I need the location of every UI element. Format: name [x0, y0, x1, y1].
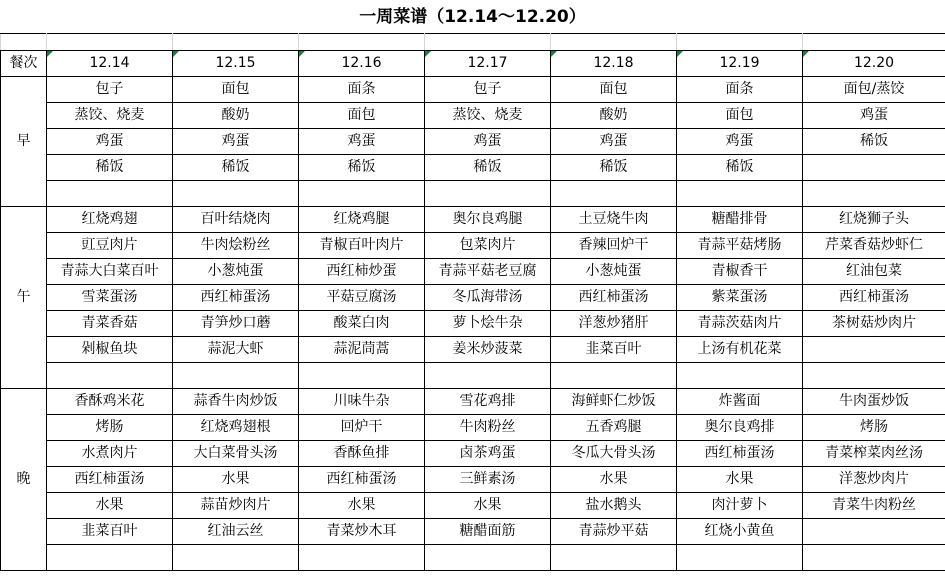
dish-cell[interactable]: 稀饭 [173, 155, 299, 181]
dish-cell[interactable] [803, 155, 945, 181]
dish-cell[interactable]: 水果 [173, 467, 299, 493]
dish-cell[interactable] [803, 337, 945, 363]
empty-cell[interactable] [803, 545, 945, 571]
empty-cell[interactable] [551, 181, 677, 207]
dish-cell[interactable]: 红烧小黄鱼 [677, 519, 803, 545]
menu-table [0, 33, 945, 571]
dish-cell[interactable]: 西红柿蛋汤 [677, 441, 803, 467]
menu-row [1, 207, 945, 233]
dish-cell[interactable]: 平菇豆腐汤 [299, 285, 425, 311]
dish-cell[interactable]: 洋葱炒肉片 [803, 467, 945, 493]
date-header[interactable]: 12.16 [299, 51, 425, 77]
menu-table-body [1, 34, 945, 571]
empty-cell[interactable] [425, 34, 551, 51]
empty-cell[interactable] [803, 363, 945, 389]
dish-cell[interactable]: 烤肠 [803, 415, 945, 441]
empty-cell[interactable] [173, 34, 299, 51]
menu-row [1, 415, 945, 441]
dish-cell[interactable]: 牛肉粉丝 [425, 415, 551, 441]
dish-cell[interactable]: 牛肉烩粉丝 [173, 233, 299, 259]
dish-cell[interactable]: 烤肠 [47, 415, 173, 441]
empty-cell[interactable] [1, 34, 47, 51]
dish-cell[interactable]: 上汤有机花菜 [677, 337, 803, 363]
dish-cell[interactable]: 青蒜平菇老豆腐 [425, 259, 551, 285]
empty-cell[interactable] [803, 181, 945, 207]
dish-cell[interactable]: 青蒜炒平菇 [551, 519, 677, 545]
blank-row [1, 545, 945, 571]
dish-cell[interactable]: 青蒜大白菜百叶 [47, 259, 173, 285]
date-header[interactable]: 12.14 [47, 51, 173, 77]
dish-cell[interactable]: 面包 [551, 77, 677, 103]
dish-cell[interactable]: 韭菜百叶 [47, 519, 173, 545]
dish-cell[interactable]: 稀饭 [425, 155, 551, 181]
dish-cell[interactable]: 红烧鸡腿 [299, 207, 425, 233]
date-header[interactable]: 12.18 [551, 51, 677, 77]
dish-cell[interactable]: 肉汁萝卜 [677, 493, 803, 519]
dish-cell[interactable]: 芹菜香菇炒虾仁 [803, 233, 945, 259]
dish-cell[interactable]: 回炉干 [299, 415, 425, 441]
dish-cell[interactable]: 红烧鸡翅 [47, 207, 173, 233]
dish-cell[interactable]: 蒸饺、烧麦 [47, 103, 173, 129]
dish-cell[interactable]: 包菜肉片 [425, 233, 551, 259]
dish-cell[interactable]: 鸡蛋 [677, 129, 803, 155]
dish-cell[interactable]: 面包 [299, 103, 425, 129]
dish-cell[interactable]: 包子 [425, 77, 551, 103]
dish-cell[interactable]: 大白菜骨头汤 [173, 441, 299, 467]
dish-cell[interactable]: 面包 [173, 77, 299, 103]
dish-cell[interactable]: 稀饭 [803, 129, 945, 155]
dish-cell[interactable]: 西红柿蛋汤 [551, 285, 677, 311]
dish-cell[interactable]: 川味牛杂 [299, 389, 425, 415]
dish-cell[interactable] [803, 519, 945, 545]
dish-cell[interactable]: 奥尔良鸡腿 [425, 207, 551, 233]
empty-cell[interactable] [425, 181, 551, 207]
date-header[interactable]: 12.17 [425, 51, 551, 77]
dish-cell[interactable]: 青菜牛肉粉丝 [803, 493, 945, 519]
menu-row [1, 129, 945, 155]
menu-row [1, 311, 945, 337]
menu-row [1, 337, 945, 363]
empty-cell[interactable] [299, 545, 425, 571]
dish-cell[interactable]: 西红柿蛋汤 [47, 467, 173, 493]
dish-cell[interactable]: 萝卜烩牛杂 [425, 311, 551, 337]
dish-cell[interactable]: 雪花鸡排 [425, 389, 551, 415]
dish-cell[interactable]: 韭菜百叶 [551, 337, 677, 363]
dish-cell[interactable]: 水煮肉片 [47, 441, 173, 467]
empty-cell[interactable] [677, 34, 803, 51]
dish-cell[interactable]: 鸡蛋 [803, 103, 945, 129]
dish-cell[interactable]: 鸡蛋 [551, 129, 677, 155]
menu-row [1, 103, 945, 129]
dish-cell[interactable]: 小葱炖蛋 [173, 259, 299, 285]
dish-cell[interactable]: 面包/蒸饺 [803, 77, 945, 103]
dish-cell[interactable]: 稀饭 [47, 155, 173, 181]
dish-cell[interactable]: 面包 [677, 103, 803, 129]
dish-cell[interactable]: 稀饭 [299, 155, 425, 181]
dish-cell[interactable]: 青椒百叶肉片 [299, 233, 425, 259]
dish-cell[interactable]: 西红柿蛋汤 [173, 285, 299, 311]
dish-cell[interactable]: 香酥鱼排 [299, 441, 425, 467]
dish-cell[interactable]: 雪菜蛋汤 [47, 285, 173, 311]
dish-cell[interactable]: 茶树菇炒肉片 [803, 311, 945, 337]
dish-cell[interactable]: 西红柿炒蛋 [299, 259, 425, 285]
meal-label[interactable]: 午 [1, 207, 47, 389]
dish-cell[interactable]: 青菜炒木耳 [299, 519, 425, 545]
dish-cell[interactable]: 面条 [677, 77, 803, 103]
date-header[interactable]: 12.15 [173, 51, 299, 77]
dish-cell[interactable]: 三鲜素汤 [425, 467, 551, 493]
page-title: 一周菜谱（12.14～12.20） [359, 7, 586, 27]
menu-row [1, 155, 945, 181]
dish-cell[interactable]: 青蒜茨菇肉片 [677, 311, 803, 337]
menu-row [1, 285, 945, 311]
dish-cell[interactable]: 青笋炒口蘑 [173, 311, 299, 337]
dish-cell[interactable]: 水果 [299, 493, 425, 519]
date-header[interactable]: 12.20 [803, 51, 945, 77]
header-row [1, 51, 945, 77]
dish-cell[interactable]: 蒜泥大虾 [173, 337, 299, 363]
dish-cell[interactable]: 红油包菜 [803, 259, 945, 285]
menu-row [1, 389, 945, 415]
blank-row [1, 363, 945, 389]
dish-cell[interactable]: 五香鸡腿 [551, 415, 677, 441]
empty-cell[interactable] [425, 363, 551, 389]
empty-cell[interactable] [551, 363, 677, 389]
dish-cell[interactable]: 青菜香菇 [47, 311, 173, 337]
dish-cell[interactable]: 糖醋面筋 [425, 519, 551, 545]
dish-cell[interactable]: 紫菜蛋汤 [677, 285, 803, 311]
dish-cell[interactable]: 西红柿蛋汤 [803, 285, 945, 311]
date-header[interactable]: 12.19 [677, 51, 803, 77]
dish-cell[interactable]: 青椒香干 [677, 259, 803, 285]
dish-cell[interactable]: 水果 [677, 467, 803, 493]
dish-cell[interactable]: 水果 [47, 493, 173, 519]
dish-cell[interactable]: 酸奶 [173, 103, 299, 129]
empty-cell[interactable] [173, 545, 299, 571]
dish-cell[interactable]: 稀饭 [551, 155, 677, 181]
dish-cell[interactable]: 奥尔良鸡排 [677, 415, 803, 441]
empty-cell[interactable] [299, 181, 425, 207]
meal-label[interactable]: 早 [1, 77, 47, 207]
dish-cell[interactable]: 西红柿蛋汤 [299, 467, 425, 493]
dish-cell[interactable]: 姜米炒菠菜 [425, 337, 551, 363]
dish-cell[interactable]: 青菜榨菜肉丝汤 [803, 441, 945, 467]
menu-row [1, 233, 945, 259]
menu-row [1, 467, 945, 493]
dish-cell[interactable]: 炸酱面 [677, 389, 803, 415]
menu-row [1, 519, 945, 545]
empty-cell[interactable] [551, 545, 677, 571]
empty-cell[interactable] [299, 34, 425, 51]
dish-cell[interactable]: 香酥鸡米花 [47, 389, 173, 415]
dish-cell[interactable]: 包子 [47, 77, 173, 103]
blank-row [1, 181, 945, 207]
dish-cell[interactable]: 水果 [551, 467, 677, 493]
empty-cell[interactable] [677, 181, 803, 207]
empty-cell[interactable] [173, 363, 299, 389]
empty-cell[interactable] [425, 545, 551, 571]
dish-cell[interactable]: 香辣回炉干 [551, 233, 677, 259]
empty-cell[interactable] [677, 363, 803, 389]
dish-cell[interactable]: 红烧狮子头 [803, 207, 945, 233]
dish-cell[interactable]: 面条 [299, 77, 425, 103]
dish-cell[interactable]: 酸奶 [551, 103, 677, 129]
dish-cell[interactable]: 牛肉蛋炒饭 [803, 389, 945, 415]
empty-cell[interactable] [803, 34, 945, 51]
menu-row [1, 441, 945, 467]
dish-cell[interactable]: 小葱炖蛋 [551, 259, 677, 285]
dish-cell[interactable]: 稀饭 [677, 155, 803, 181]
dish-cell[interactable]: 土豆烧牛肉 [551, 207, 677, 233]
dish-cell[interactable]: 鸡蛋 [425, 129, 551, 155]
empty-cell[interactable] [677, 545, 803, 571]
dish-cell[interactable]: 蒜香牛肉炒饭 [173, 389, 299, 415]
menu-row [1, 493, 945, 519]
dish-cell[interactable]: 糖醋排骨 [677, 207, 803, 233]
dish-cell[interactable]: 鸡蛋 [47, 129, 173, 155]
dish-cell[interactable]: 剁椒鱼块 [47, 337, 173, 363]
meal-column-header[interactable]: 餐次 [1, 51, 47, 77]
dish-cell[interactable]: 洋葱炒猪肝 [551, 311, 677, 337]
menu-row [1, 259, 945, 285]
dish-cell[interactable]: 蒜泥茼蒿 [299, 337, 425, 363]
spacer-row [1, 34, 945, 51]
dish-cell[interactable]: 水果 [425, 493, 551, 519]
empty-cell[interactable] [299, 363, 425, 389]
dish-cell[interactable]: 卤茶鸡蛋 [425, 441, 551, 467]
dish-cell[interactable]: 豇豆肉片 [47, 233, 173, 259]
dish-cell[interactable]: 青蒜平菇烤肠 [677, 233, 803, 259]
empty-cell[interactable] [47, 363, 173, 389]
dish-cell[interactable]: 鸡蛋 [299, 129, 425, 155]
dish-cell[interactable]: 冬瓜大骨头汤 [551, 441, 677, 467]
dish-cell[interactable]: 蒜苗炒肉片 [173, 493, 299, 519]
dish-cell[interactable]: 红烧鸡翅根 [173, 415, 299, 441]
empty-cell[interactable] [47, 181, 173, 207]
empty-cell[interactable] [47, 545, 173, 571]
menu-row [1, 77, 945, 103]
dish-cell[interactable]: 酸菜白肉 [299, 311, 425, 337]
dish-cell[interactable]: 百叶结烧肉 [173, 207, 299, 233]
meal-label[interactable]: 晚 [1, 389, 47, 571]
dish-cell[interactable]: 冬瓜海带汤 [425, 285, 551, 311]
empty-cell[interactable] [551, 34, 677, 51]
dish-cell[interactable]: 蒸饺、烧麦 [425, 103, 551, 129]
dish-cell[interactable]: 盐水鹅头 [551, 493, 677, 519]
dish-cell[interactable]: 红油云丝 [173, 519, 299, 545]
dish-cell[interactable]: 海鲜虾仁炒饭 [551, 389, 677, 415]
dish-cell[interactable]: 鸡蛋 [173, 129, 299, 155]
empty-cell[interactable] [173, 181, 299, 207]
empty-cell[interactable] [47, 34, 173, 51]
